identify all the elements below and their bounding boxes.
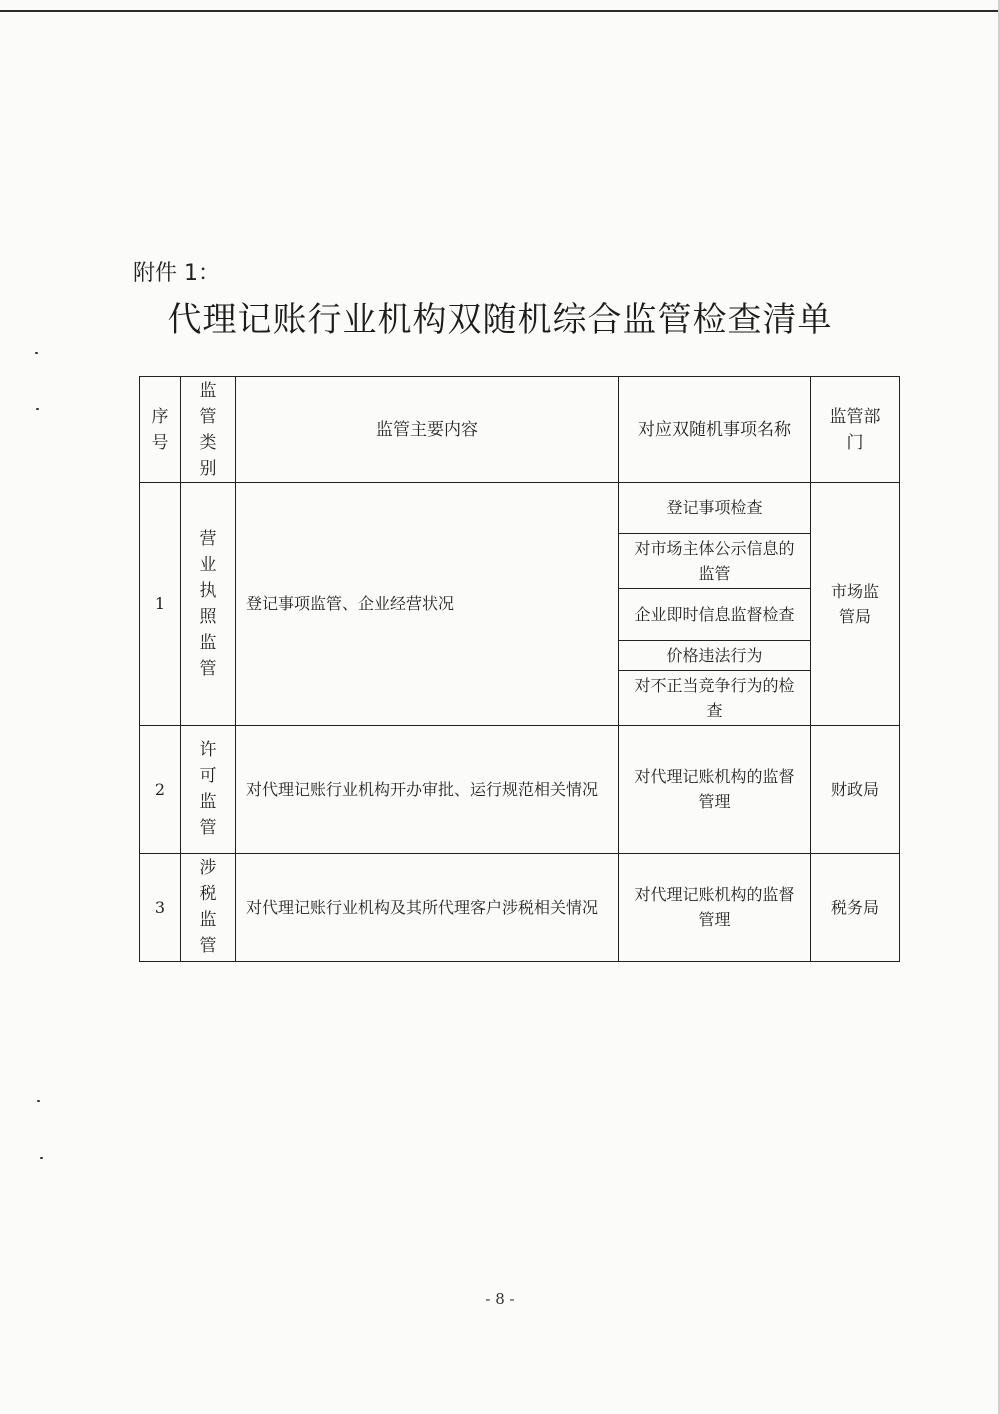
inspection-table: [139, 376, 900, 962]
header-content: 监管主要内容: [236, 377, 619, 483]
page-title: 代理记账行业机构双随机综合监管检查清单: [167, 300, 833, 340]
row-category: 许可监管: [181, 725, 236, 853]
table-row: [140, 853, 900, 961]
matter-item: 价格违法行为: [619, 640, 810, 670]
matter-item: 企业即时信息监督检查: [619, 588, 810, 640]
row-matters: 对代理记账机构的监督管理: [619, 853, 811, 961]
scan-speck: [40, 1157, 43, 1159]
matter-item: 登记事项检查: [619, 483, 810, 533]
table-row: [140, 483, 900, 726]
row-matters: 对代理记账机构的监督管理: [619, 725, 811, 853]
row-seq: 1: [140, 483, 181, 726]
row-content: 对代理记账行业机构开办审批、运行规范相关情况: [236, 725, 619, 853]
attachment-label: 附件 1：: [133, 261, 220, 286]
row-dept: 财政局: [811, 725, 900, 853]
row-matters: [619, 483, 811, 726]
header-seq: 序号: [140, 377, 181, 483]
row-category: 营业执照监管: [181, 483, 236, 726]
row-content: 对代理记账行业机构及其所代理客户涉税相关情况: [236, 853, 619, 961]
row-dept: 市场监管局: [811, 483, 900, 726]
scan-speck: [36, 408, 39, 410]
header-category: 监管类别: [181, 377, 236, 483]
matter-list: [619, 483, 810, 725]
scan-speck: [37, 1100, 40, 1102]
row-seq: 3: [140, 853, 181, 961]
matter-item: 对不正当竞争行为的检查: [634, 675, 795, 720]
scan-speck: [35, 352, 38, 354]
row-seq: 2: [140, 725, 181, 853]
row-content: 登记事项监管、企业经营状况: [236, 483, 619, 726]
matter-item: 对市场主体公示信息的监管: [619, 533, 810, 588]
page-number: - 8 -: [485, 1290, 515, 1308]
row-category: 涉税监管: [181, 853, 236, 961]
table-row: [140, 725, 900, 853]
table-header-row: [140, 377, 900, 483]
header-dept: 监管部门: [811, 377, 900, 483]
row-dept: 税务局: [811, 853, 900, 961]
header-matter: 对应双随机事项名称: [619, 377, 811, 483]
top-scan-rule: [0, 10, 1000, 12]
